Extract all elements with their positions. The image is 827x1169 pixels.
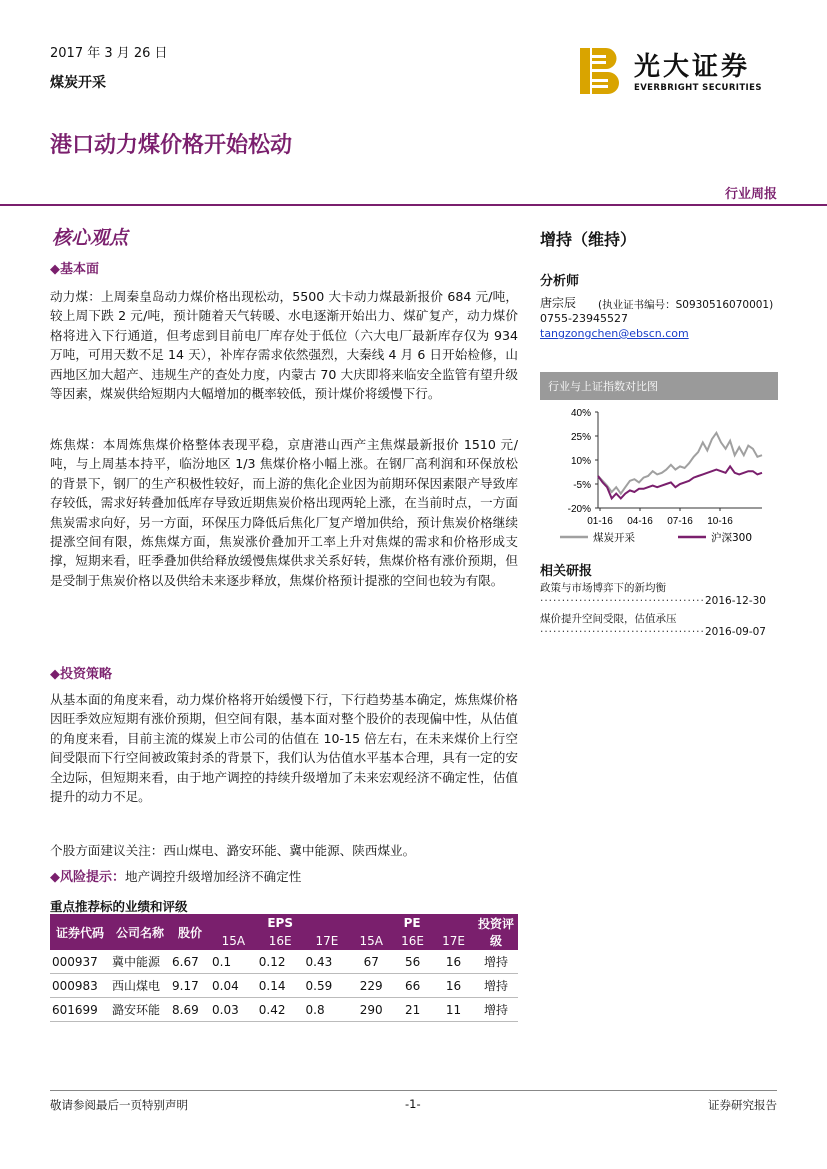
x-tick-label: 01-16 — [587, 516, 613, 527]
related-item[interactable] — [540, 580, 766, 607]
y-tick-label: 25% — [570, 432, 591, 443]
chart-plot — [540, 404, 778, 569]
header-pe: PE — [350, 914, 474, 932]
related-item[interactable] — [540, 611, 766, 638]
table-row: 601699 潞安环能 8.69 0.03 0.42 0.8 290 21 11 增持 — [50, 998, 518, 1022]
report-date: 2017 年 3 月 26 日 — [50, 46, 168, 61]
related-title: 煤价提升空间受限，估值承压 — [540, 613, 677, 625]
strategy-heading: ◆投资策略 — [50, 667, 112, 682]
related-research-heading: 相关研报 — [540, 564, 593, 579]
footer-divider — [50, 1090, 777, 1091]
stock-picks-paragraph: 个股方面建议关注：西山煤电、潞安环能、冀中能源、陕西煤业。 — [50, 843, 416, 858]
header-price: 股价 — [170, 914, 210, 950]
recommendation-table — [50, 914, 518, 1022]
legend-label: 煤炭开采 — [593, 532, 635, 544]
thermal-coal-paragraph: 动力煤：上周秦皇岛动力煤价格出现松动，5500 大卡动力煤最新报价 684 元/吨，较上周下跌 2 元/吨，预计随着天气转暖、水电逐渐开始出力、煤矿复产，动力煤价格将进入下行通道，但考虑到目前电厂库存处于低位（六大电厂最新库存仅为 934 万吨，可用天数不足 14 天），补库存需求依然强烈，大秦线 4 月 6 日开始检修，山西地区加大超产、违规生产的查处力度，内蒙古 70 大庆即将来临安全监管有望升级等因素，煤炭供给短期内大幅增加的概率较低，预计煤价将缓慢下行。 — [50, 289, 518, 402]
header-eps-15a: 15A — [210, 932, 257, 950]
sector-name: 煤炭开采 — [50, 75, 106, 91]
table-row: 000937 冀中能源 6.67 0.1 0.12 0.43 67 56 16 增持 — [50, 950, 518, 974]
header-pe-17e: 17E — [433, 932, 474, 950]
analyst-phone: 0755-23945527 — [540, 312, 628, 325]
coking-coal-paragraph: 炼焦煤：本周炼焦煤价格整体表现平稳，京唐港山西产主焦煤最新报价 1510 元/吨，与上周基本持平，临汾地区 1/3 焦煤价格小幅上涨。在钢厂高利润和环保放松的背景下，钢厂的生产积极性较好，而上游的焦化企业因为前期环保因素限产导致库存较低，需求好转叠加低库存导致近期焦炭价格出现两轮上涨，在当前时点，一方面焦炭需求向好，另一方面，环保压力降低后焦化厂复产增加供给，预计焦炭价格继续提涨空间有限，炼焦煤方面，焦炭涨价叠加开工率上升对焦煤的需求和价格形成支撑，短期来看，旺季叠加供给释放缓慢焦煤供求关系好转，焦煤价格有涨价预期，但是受制于焦炭价格以及供给未来逐步释放，焦煤价格预计提涨的空间也较为有限。 — [50, 437, 518, 588]
risk-text: 地产调控升级增加经济不确定性 — [125, 869, 302, 884]
report-type: 行业周报 — [724, 187, 777, 202]
header-eps: EPS — [210, 914, 350, 932]
analyst-heading: 分析师 — [540, 274, 580, 289]
risk-heading: ◆风险提示： — [50, 870, 125, 885]
y-tick-label: -20% — [567, 504, 591, 515]
y-tick-label: -5% — [573, 480, 591, 491]
header-pe-16e: 16E — [392, 932, 433, 950]
x-tick-label: 07-16 — [667, 516, 693, 527]
core-view-heading: 核心观点 — [52, 227, 129, 249]
header-code: 证券代码 — [50, 914, 110, 950]
related-title: 政策与市场博弈下的新均衡 — [540, 582, 666, 594]
header-pe-15a: 15A — [350, 932, 392, 950]
page-number: -1- — [405, 1097, 421, 1111]
header-rating: 投资评级 — [474, 914, 518, 950]
footer-report-label: 证券研究报告 — [708, 1098, 777, 1112]
legend-label: 沪深300 — [711, 532, 753, 544]
table-row: 000983 西山煤电 9.17 0.04 0.14 0.59 229 66 16 增持 — [50, 974, 518, 998]
related-date: 2016-09-07 — [704, 626, 766, 638]
strategy-paragraph: 从基本面的角度来看，动力煤价格将开始缓慢下行，下行趋势基本确定，炼焦煤价格因旺季效应短期有涨价预期，但空间有限，基本面对整个股价的表现偏中性，从估值的角度来看，目前主流的煤炭上市公司的估值在 10-15 倍左右，在未来煤价上行空间受限而下行空间被政策封杀的背景下，我们认为估值水平基本合理，具有一定的安全边际，但短期来看，由于地产调控的持续升级增加了未来宏观经济不确定性，估值提升的动力不足。 — [50, 692, 518, 805]
analyst-email-link[interactable]: tangzongchen@ebscn.com — [540, 327, 689, 340]
header-eps-17e: 17E — [304, 932, 351, 950]
header-eps-16e: 16E — [257, 932, 304, 950]
company-logo — [578, 44, 778, 100]
logo-text: 光大证券 — [634, 52, 751, 82]
header-divider — [0, 204, 827, 206]
fundamentals-heading: ◆基本面 — [50, 262, 99, 277]
chart-title: 行业与上证指数对比图 — [540, 372, 778, 400]
y-tick-label: 10% — [570, 456, 591, 467]
x-tick-label: 04-16 — [627, 516, 653, 527]
x-tick-label: 10-16 — [707, 516, 733, 527]
index-comparison-chart — [540, 372, 778, 569]
footer-disclaimer: 敬请参阅最后一页特别声明 — [50, 1098, 188, 1112]
analyst-name: 唐宗辰 — [540, 296, 577, 310]
table-title: 重点推荐标的业绩和评级 — [50, 899, 188, 914]
rating: 增持（维持） — [540, 230, 637, 249]
logo-mark-icon — [578, 46, 622, 96]
y-tick-label: 40% — [570, 408, 591, 419]
risk-line — [50, 866, 301, 885]
header-name: 公司名称 — [110, 914, 170, 950]
license-number: (执业证书编号：S0930516070001) — [598, 299, 774, 311]
logo-english-text: EVERBRIGHT SECURITIES — [634, 83, 762, 93]
leader-dots: ······································ — [540, 595, 705, 607]
page-title: 港口动力煤价格开始松动 — [50, 133, 293, 158]
series-line-1 — [598, 466, 762, 498]
leader-dots: ······································ — [540, 626, 705, 638]
related-research-list — [540, 580, 766, 638]
related-date: 2016-12-30 — [704, 595, 766, 607]
